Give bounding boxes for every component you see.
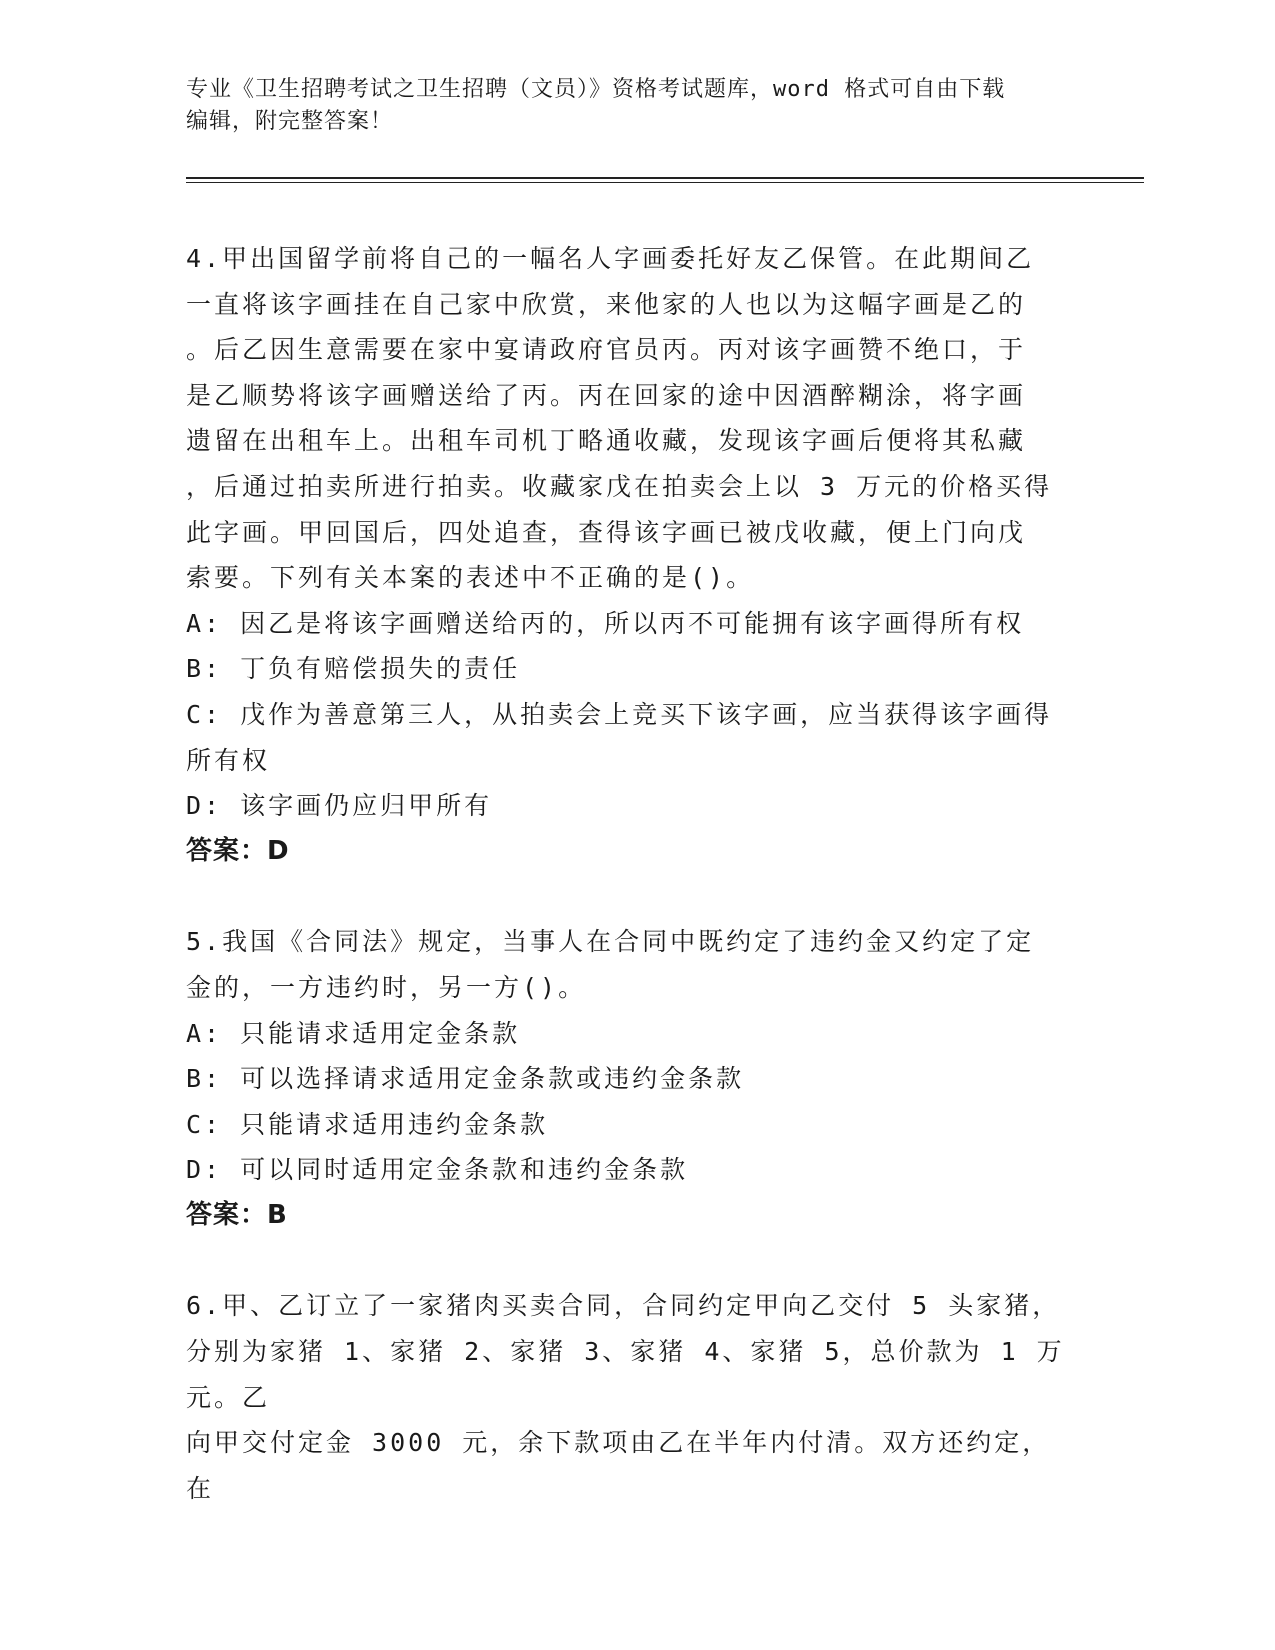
option-a: A: 只能请求适用定金条款 [186, 1018, 521, 1048]
option-c-continued: 所有权 [186, 745, 271, 775]
question-line: 。后乙因生意需要在家中宴请政府官员丙。丙对该字画赞不绝口，于 [186, 335, 1027, 365]
question-block [186, 236, 1066, 874]
answer-label: 答案：B [186, 1199, 288, 1230]
question-line: 索要。下列有关本案的表述中不正确的是()。 [186, 563, 755, 593]
document-body [186, 236, 1066, 1556]
option-b: B: 可以选择请求适用定金条款或违约金条款 [186, 1064, 745, 1094]
option-d: D: 该字画仍应归甲所有 [186, 791, 493, 821]
header-divider-thin [186, 182, 1144, 183]
question-line: 4.甲出国留学前将自己的一幅名人字画委托好友乙保管。在此期间乙 [186, 244, 1035, 273]
option-c: C: 戊作为善意第三人，从拍卖会上竞买下该字画，应当获得该字画得 [186, 699, 1053, 729]
question-line: ，后通过拍卖所进行拍卖。收藏家戊在拍卖会上以 3 万元的价格买得 [186, 471, 1053, 501]
option-d: D: 可以同时适用定金条款和违约金条款 [186, 1155, 689, 1185]
question-line: 遗留在出租车上。出租车司机丁略通收藏，发现该字画后便将其私藏 [186, 426, 1027, 456]
option-c: C: 只能请求适用违约金条款 [186, 1109, 549, 1139]
question-line: 6.甲、乙订立了一家猪肉买卖合同，合同约定甲向乙交付 5 头家猪， [186, 1291, 1061, 1321]
option-a: A: 因乙是将该字画赠送给丙的，所以丙不可能拥有该字画得所有权 [186, 608, 1025, 638]
header-divider [186, 177, 1144, 179]
question-line: 金的，一方违约时，另一方()。 [186, 972, 587, 1002]
header-line: 专业《卫生招聘考试之卫生招聘（文员）》资格考试题库，word 格式可自由下载 [186, 77, 1006, 102]
question-line: 是乙顺势将该字画赠送给了丙。丙在回家的途中因酒醉糊涂，将字画 [186, 380, 1027, 410]
header-line: 编辑，附完整答案！ [186, 109, 394, 134]
question-line: 5.我国《合同法》规定，当事人在合同中既约定了违约金又约定了定 [186, 927, 1035, 957]
question-block [186, 919, 1066, 1238]
question-block [186, 1283, 1066, 1511]
answer-label: 答案：D [186, 835, 290, 866]
document-header [186, 74, 1066, 138]
question-line: 此字画。甲回国后，四处追查，查得该字画已被戊收藏，便上门向戊 [186, 517, 1027, 547]
question-line: 向甲交付定金 3000 元，余下款项由乙在半年内付清。双方还约定，在 [186, 1428, 1051, 1503]
option-b: B: 丁负有赔偿损失的责任 [186, 654, 521, 684]
question-line: 分别为家猪 1、家猪 2、家猪 3、家猪 4、家猪 5，总价款为 1 万元。乙 [186, 1337, 1065, 1412]
question-line: 一直将该字画挂在自己家中欣赏，来他家的人也以为这幅字画是乙的 [186, 289, 1027, 319]
